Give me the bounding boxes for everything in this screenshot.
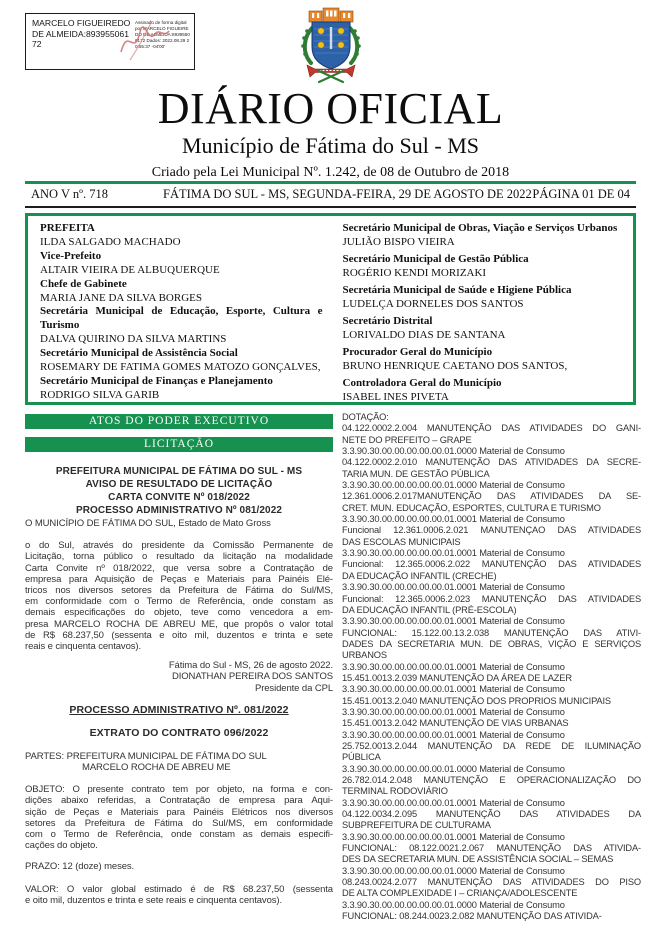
dotacao-line: URBANOS: [342, 650, 387, 661]
official-role: Secretário Distrital: [342, 315, 433, 327]
dotacao-line: 3.3.90.30.00.00.00.00.00.01.0000 Material de Consumo: [342, 899, 565, 910]
contract-prazo-line: PRAZO: 12 (doze) meses.: [25, 861, 135, 873]
notice-body: [25, 540, 333, 652]
dotacao-line: 26.782.014.2.048 MANUTENÇÃO E OPERACIONALIZAÇÃO DO: [342, 775, 641, 785]
dotacao-line: 3.3.90.30.00.00.00.00.00.01.0000 Material de Consumo: [342, 446, 565, 457]
official-role: Secretário Municipal de Gestão Pública: [342, 253, 529, 265]
official-entry: [343, 315, 626, 343]
dotacao-line: 3.3.90.30.00.00.00.00.00.01.0001 Material de Consumo: [342, 514, 565, 525]
notice-signer-title: Presidente da CPL: [254, 682, 333, 694]
dotacao-line: Funcional: 12.365.0006.2.022 MANUTENÇÃO DAS ATIVIDADES: [342, 559, 641, 570]
masthead-subtitle: Município de Fátima do Sul - MS: [182, 133, 479, 158]
masthead-tagline: Criado pela Lei Municipal Nº. 1.242, de 08 de Outubro de 2018: [151, 165, 510, 180]
signature-signer-name: MARCELO FIGUEIREDO DE ALMEIDA:89395506172: [32, 18, 131, 50]
dotacao-line: 3.3.90.30.00.00.00.00.00.01.0001 Material de Consumo: [342, 616, 565, 627]
dotacao-line: 3.3.90.30.00.00.00.00.00.01.0001 Material de Consumo: [342, 729, 565, 740]
notice-heading-line: PREFEITURA MUNICIPAL DE FÁTIMA DO SUL - MS: [55, 466, 303, 477]
official-entry: [343, 377, 626, 405]
notice-body-line: reais e cinquenta centavos).: [25, 641, 142, 653]
dotacao-line: 3.3.90.30.00.00.00.00.00.01.0001 Material de Consumo: [342, 797, 565, 808]
official-name: ROSEMARY DE FATIMA GOMES MATOZO GONÇALVES,: [40, 361, 321, 374]
official-entry: [40, 222, 323, 250]
content-columns: [25, 412, 641, 922]
official-name: JULIÃO BISPO VIEIRA: [342, 235, 455, 248]
dotacao-line: 15.451.0013.2.042 MANUTENÇÃO DE VIAS URBANAS: [342, 718, 569, 729]
coat-of-arms-icon: [299, 7, 363, 85]
official-role: Vice-Prefeito: [40, 249, 102, 262]
dotacao-line: 08.243.0024.2.077 MANUTENÇÃO DAS ATIVIDADES DO PISO: [342, 877, 641, 888]
masthead-title: DIÁRIO OFICIAL: [157, 84, 504, 133]
official-name: BRUNO HENRIQUE CAETANO DOS SANTOS,: [342, 359, 568, 372]
official-name: ILDA SALGADO MACHADO: [40, 235, 181, 248]
official-entry: [40, 305, 323, 347]
dotacao-line: 04.122.0002.2.010 MANUTENÇÃO DAS ATIVIDADES DA SECRE-: [342, 457, 641, 468]
dotacao-line: 3.3.90.30.00.00.00.00.00.01.0001 Material de Consumo: [342, 831, 565, 842]
contract-process-heading: PROCESSO ADMINISTRATIVO Nº. 081/2022: [69, 703, 289, 716]
notice-body-line: demais especificações do objeto, teve como vencedora a em-: [25, 607, 333, 619]
page-number-label: PÁGINA 01 DE 04: [532, 187, 630, 201]
dotacao-line: NETE DO PREFEITO – GRAPE: [342, 434, 472, 445]
dotacao-label: DOTAÇÃO:: [342, 412, 389, 422]
dotacao-line: DE ALTA COMPLEXIDADE I – CRIANÇA/ADOLESCENTE: [342, 888, 578, 899]
official-entry: [343, 284, 626, 312]
official-entry: [40, 347, 323, 375]
dotacao-list: [342, 423, 641, 922]
dotacao-line: DES DA SECRETARIA MUN. DE ASSISTÊNCIA SOCIAL – SEMAS: [342, 854, 614, 865]
official-role: Secretária Municipal de Saúde e Higiene Pública: [342, 284, 572, 296]
masthead: [0, 86, 661, 181]
official-entry: [40, 278, 323, 306]
notice-body-line: Licitação, torna público o resultado da licitação na modalidade: [25, 551, 333, 563]
official-role: Chefe de Gabinete: [40, 277, 127, 290]
notice-body-line: empresa para Aquisição de Peças e Materiais para Painéis Elé-: [25, 573, 333, 585]
dotacao-line: 12.361.0006.2.017MANUTENÇÃO DAS ATIVIDADES DA SE-: [342, 491, 641, 502]
dotacao-line: FUNCIONAL: 08.122.0021.2.067 MANUTENÇÃO DAS ATIVIDA-: [342, 843, 641, 854]
official-role: Secretário Municipal de Finanças e Planejamento: [40, 374, 273, 387]
dotacao-line: 04.122.0002.2.004 MANUTENÇÃO DAS ATIVIDADES DO GANI-: [342, 423, 641, 434]
official-name: MARIA JANE DA SILVA BORGES: [40, 291, 202, 304]
dotacao-line: 15.451.0013.2.040 MANUTENÇÃO DOS PROPRIOS MUNICIPAIS: [342, 695, 611, 706]
contract-objeto: [25, 784, 333, 851]
contract-valor: [25, 884, 333, 906]
official-name: LUDELÇA DORNELES DOS SANTOS: [342, 297, 524, 310]
dotacao-line: 3.3.90.30.00.00.00.00.00.01.0001 Material de Consumo: [342, 684, 565, 695]
edition-label: ANO V nº. 718: [31, 187, 109, 201]
contract-objeto-line: setores da Prefeitura de Fátima do Sul/MS, em conformidade: [25, 817, 333, 829]
dotacao-line: 3.3.90.30.00.00.00.00.00.01.0001 Material de Consumo: [342, 582, 565, 593]
notice-body-line: Carta Convite nº 018/2022, que versa sobre a Contratação de: [25, 562, 333, 574]
dotacao-line: 3.3.90.30.00.00.00.00.00.01.0001 Material de Consumo: [342, 706, 565, 717]
notice-signature-block: [25, 660, 333, 694]
dotacao-line: 3.3.90.30.00.00.00.00.00.01.0001 Material de Consumo: [342, 661, 565, 672]
official-name: ALTAIR VIEIRA DE ALBUQUERQUE: [40, 263, 220, 276]
official-name: RODRIGO SILVA GARIB: [40, 388, 160, 401]
digital-signature-stamp: [25, 13, 195, 70]
notice-body-line: o do Sul, através do presidente da Comissão Permanente de: [25, 540, 333, 552]
official-role: PREFEITA: [40, 222, 95, 234]
dotacao-line: CRET. MUN. EDUCAÇÃO, ESPORTES, CULTURA E TURISMO: [342, 502, 601, 513]
official-role: Secretária Municipal de Educação, Esporte, Cultura e Turismo: [40, 305, 323, 332]
official-role: Secretário Municipal de Assistência Social: [40, 347, 238, 360]
dotacao-line: 25.752.0013.2.044 MANUTENÇÃO DA REDE DE ILUMINAÇÃO: [342, 740, 641, 751]
dotacao-line: TARIA MUN. DE GESTÃO PÚBLICA: [342, 468, 490, 479]
dotacao-line: 15.451.0013.2.039 MANUTENÇÃO DA ÁREA DE LAZER: [342, 672, 572, 683]
contract-objeto-line: dições abaixo referidas, a Contratação de empresa para Aqui-: [25, 795, 333, 807]
contract-objeto-line: cações do objeto.: [25, 840, 98, 852]
officials-right-column: [331, 216, 634, 402]
dotacao-line: DA EDUCAÇÃO INFANTIL (CRECHE): [342, 570, 497, 581]
officials-box: [25, 213, 636, 405]
official-role: Controladora Geral do Município: [342, 377, 502, 389]
official-role: Secretário Municipal de Obras, Viação e Serviços Urbanos: [342, 222, 618, 234]
dotacao-line: 3.3.90.30.00.00.00.00.00.01.0000 Material de Consumo: [342, 480, 565, 491]
dotacao-line: 3.3.90.30.00.00.00.00.00.01.0000 Material de Consumo: [342, 865, 565, 876]
dotacao-line: Funcional: 12.365.0006.2.023 MANUTENÇÃO DAS ATIVIDADES: [342, 593, 641, 604]
official-name: DALVA QUIRINO DA SILVA MARTINS: [40, 333, 227, 346]
dotacao-line: 3.3.90.30.00.00.00.00.00.01.0000 Material de Consumo: [342, 763, 565, 774]
official-entry: [343, 346, 626, 374]
contract-objeto-line: OBJETO: O presente contrato tem por objeto, na forma e con-: [25, 784, 333, 796]
notice-body-line: tricos nos diversos setores da Prefeitura de Fátima do Sul/MS,: [25, 585, 333, 597]
contract-objeto-line: sição de Peças e Materiais para Painéis Elétricos nos diversos: [25, 806, 333, 818]
contract-extract-heading: EXTRATO DO CONTRATO 096/2022: [89, 726, 269, 739]
notice-heading-line: PROCESSO ADMINISTRATIVO Nº 081/2022: [75, 505, 283, 516]
dotacao-line: 3.3.90.30.00.00.00.00.00.01.0001 Material de Consumo: [342, 548, 565, 559]
notice-heading-line: AVISO DE RESULTADO DE LICITAÇÃO: [85, 479, 273, 490]
notice-intro-line: O MUNICÍPIO DE FÁTIMA DO SUL, Estado de Mato Gross: [25, 518, 271, 529]
official-entry: [343, 222, 626, 250]
notice-body-line: de R$ 68.237,50 (sessenta e oito mil, duzentos e trinta e sete: [25, 629, 333, 641]
dotacao-line: SUBPREFEITURA DE CULTURAMA: [342, 820, 491, 831]
notice-body-line: presa MARCELO ROCHA DE ABREU ME, que propôs o valor total: [25, 618, 333, 630]
dotacao-line: FUNCIONAL: 08.244.0023.2.082 MANUTENÇÃO DAS ATIVIDA-: [342, 911, 602, 922]
section-banner-licitacao: LICITAÇÃO: [25, 437, 333, 452]
contract-partes-line2: MARCELO ROCHA DE ABREU ME: [82, 762, 231, 774]
notice-heading-line: CARTA CONVITE Nº 018/2022: [108, 492, 250, 503]
notice-place-date: Fátima do Sul - MS, 26 de agosto 2022.: [168, 660, 333, 672]
notice-headings: [25, 465, 333, 517]
section-banner-atos-poder-executivo: ATOS DO PODER EXECUTIVO: [25, 414, 333, 429]
dotacao-line: DAS ESCOLAS MUNICIPAIS: [342, 536, 461, 547]
dotacao-line: 04.122.0034.2.095 MANUTENÇÃO DAS ATIVIDADES DA: [342, 809, 641, 820]
contract-objeto-line: com o Termo de Referência, onde constam as demais especifi-: [25, 829, 333, 841]
left-column: [25, 412, 333, 922]
official-name: ROGÉRIO KENDI MORIZAKI: [342, 266, 487, 279]
official-name: LORIVALDO DIAS DE SANTANA: [342, 328, 506, 341]
date-label: FÁTIMA DO SUL - MS, SEGUNDA-FEIRA, 29 DE AGOSTO DE 2022: [163, 187, 532, 201]
right-column: [342, 412, 641, 922]
dotacao-line: FUNCIONAL: 15.122.00.13.2.038 MANUTENÇÃO DAS ATIVI-: [342, 627, 641, 638]
signature-details: Assinado de forma digital por MARCELO FIGUEIREDO DE ALMEIDA:89395506172 Dados: 2022.08.29 20:55:37 -04'00': [135, 20, 190, 49]
contract-valor-line: VALOR: O valor global estimado é de R$ 68.237,50 (sessenta: [25, 883, 333, 895]
contract-partes-line1: PARTES: PREFEITURA MUNICIPAL DE FÁTIMA DO SUL: [25, 750, 267, 762]
dotacao-line: PÚBLICA: [342, 752, 381, 763]
official-role: Procurador Geral do Município: [342, 346, 493, 358]
contract-partes: [25, 751, 333, 773]
dotacao-line: TERMINAL RODOVIÁRIO: [342, 786, 448, 797]
official-entry: [40, 375, 323, 403]
dotacao-line: DADES DA SECRETARIA MUN. DE OBRAS, VIÇÃO E SERVIÇOS: [342, 638, 641, 649]
official-entry: [40, 250, 323, 278]
notice-signer-name: DIONATHAN PEREIRA DOS SANTOS: [171, 671, 333, 683]
notice-body-line: em conformidade com o Termo de Referência, onde constam as: [25, 596, 333, 608]
dotacao-line: Funcional 12.361.0006.2.021 MANUTENÇAO DAS ATIVIDADES: [342, 525, 641, 536]
officials-left-column: [28, 216, 331, 402]
official-entry: [343, 253, 626, 281]
official-name: ISABEL INES PIVETA: [342, 390, 449, 403]
infobar: [25, 181, 636, 208]
contract-valor-line: e oito mil, duzentos e trinta e sete reais e cinquenta centavos).: [25, 894, 283, 906]
dotacao-line: DA EDUCAÇÃO INFANTIL (PRÉ-ESCOLA): [342, 604, 517, 615]
